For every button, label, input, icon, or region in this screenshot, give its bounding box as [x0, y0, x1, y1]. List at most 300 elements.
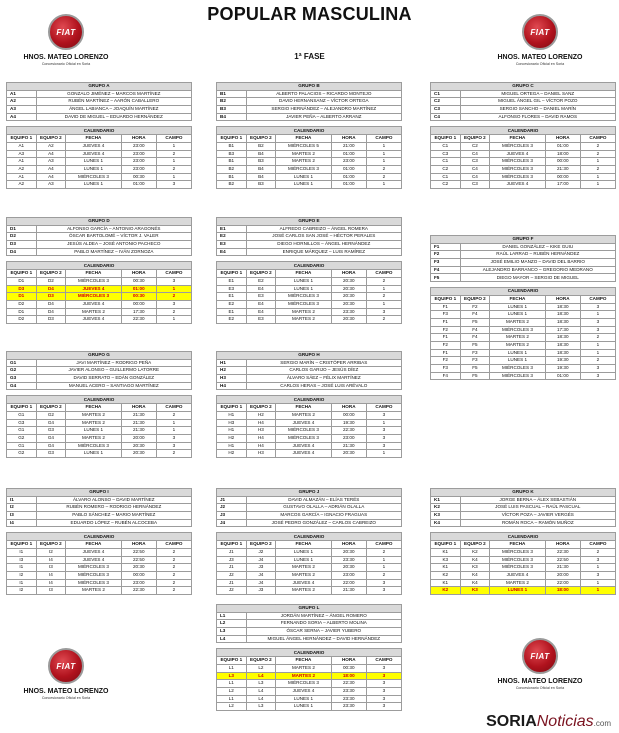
- match-date: MARTES 2: [490, 318, 546, 326]
- match-date: MIÉRCOLES 3: [66, 173, 122, 181]
- match-row: [431, 173, 616, 181]
- team-code: E3: [217, 241, 247, 249]
- col-header-equipo-2: EQUIPO 2: [246, 270, 276, 278]
- fiat-badge-icon: [522, 14, 558, 50]
- group-calendar-table: [6, 532, 192, 595]
- match-team-1: G1: [7, 427, 37, 435]
- match-date: LUNES 1: [66, 181, 122, 189]
- match-team-2: E2: [246, 277, 276, 285]
- match-time: 22:30: [121, 587, 156, 595]
- match-row: [217, 695, 402, 703]
- match-court: 2: [156, 564, 191, 572]
- col-header-hora: HORA: [121, 270, 156, 278]
- match-team-1: D1: [7, 308, 37, 316]
- match-team-2: B3: [246, 158, 276, 166]
- team-code: A4: [7, 113, 37, 121]
- match-team-2: C4: [460, 150, 490, 158]
- match-team-2: F4: [460, 334, 490, 342]
- match-time: 00:00: [545, 173, 580, 181]
- match-row: [217, 564, 402, 572]
- match-team-2: F5: [460, 341, 490, 349]
- match-team-2: C4: [460, 173, 490, 181]
- match-date: LUNES 1: [66, 158, 122, 166]
- match-team-2: L2: [246, 664, 276, 672]
- match-team-2: L4: [246, 672, 276, 680]
- team-code: K1: [431, 496, 461, 504]
- match-row: [217, 548, 402, 556]
- team-players: ALEJANDRO BARRANCO – GREGORIO MEDRANO: [460, 266, 615, 274]
- dealer-name: HNOS. MATEO LORENZO: [497, 678, 583, 685]
- team-code: D4: [7, 248, 37, 256]
- match-time: 23:00: [121, 150, 156, 158]
- team-players: JAVIER PEÑA – ALBERTO ARRANZ: [246, 113, 401, 121]
- match-team-2: G3: [36, 450, 66, 458]
- match-time: 20:30: [331, 293, 366, 301]
- team-row: [431, 106, 616, 114]
- match-date: MIÉRCOLES 3: [66, 442, 122, 450]
- calendar-header-row: [7, 541, 192, 549]
- team-players: JORGE BERNA – ÁLEX SEBASTIÁN: [460, 496, 615, 504]
- col-header-fecha: FECHA: [66, 135, 122, 143]
- dealer-logo: [480, 14, 600, 66]
- match-court: 3: [580, 556, 615, 564]
- dealer-name: HNOS. MATEO LORENZO: [23, 54, 109, 61]
- group-teams-table: [6, 488, 192, 527]
- col-header-campo: CAMPO: [580, 541, 615, 549]
- match-team-2: E3: [246, 293, 276, 301]
- team-row: [217, 113, 402, 121]
- team-players: SERGIO SANCHO – DANIEL MARÍN: [460, 106, 615, 114]
- match-date: MARTES 2: [276, 411, 332, 419]
- match-date: MIÉRCOLES 3: [66, 571, 122, 579]
- group-heading: GRUPO H: [217, 352, 402, 360]
- match-court: 2: [156, 571, 191, 579]
- team-code: L1: [217, 612, 247, 620]
- match-team-1: H3: [217, 419, 247, 427]
- match-row: [431, 318, 616, 326]
- match-time: 22:50: [545, 556, 580, 564]
- match-row: [7, 564, 192, 572]
- col-header-equipo-2: EQUIPO 2: [460, 295, 490, 303]
- match-time: 20:30: [331, 450, 366, 458]
- match-court: 2: [156, 308, 191, 316]
- match-court: 2: [580, 150, 615, 158]
- col-header-equipo-1: EQUIPO 1: [7, 541, 37, 549]
- match-row: [217, 316, 402, 324]
- col-header-campo: CAMPO: [366, 404, 401, 412]
- match-team-1: L2: [217, 687, 247, 695]
- match-court: 2: [156, 548, 191, 556]
- match-row: [431, 326, 616, 334]
- calendar-header-row: [7, 135, 192, 143]
- calendar-heading: CALENDARIO: [217, 127, 402, 135]
- match-team-1: E1: [217, 293, 247, 301]
- team-code: C3: [431, 106, 461, 114]
- match-time: 00:00: [545, 158, 580, 166]
- match-team-1: K1: [431, 548, 461, 556]
- match-court: 1: [366, 142, 401, 150]
- col-header-campo: CAMPO: [156, 270, 191, 278]
- match-date: LUNES 1: [490, 357, 546, 365]
- group-teams-table: [216, 488, 402, 527]
- match-row: [431, 311, 616, 319]
- match-team-1: L2: [217, 703, 247, 711]
- match-court: 1: [366, 564, 401, 572]
- match-time: 20:30: [121, 450, 156, 458]
- calendar-header-row: [217, 404, 402, 412]
- match-team-2: A4: [36, 150, 66, 158]
- match-team-1: J1: [217, 579, 247, 587]
- dealer-logo: [6, 14, 126, 66]
- match-team-1: C2: [431, 181, 461, 189]
- match-date: MIÉRCOLES 3: [490, 556, 546, 564]
- match-team-2: A4: [36, 165, 66, 173]
- match-date: MIÉRCOLES 5: [276, 142, 332, 150]
- match-court: 1: [156, 142, 191, 150]
- match-team-1: I2: [7, 571, 37, 579]
- team-code: G4: [7, 382, 37, 390]
- match-date: MIÉRCOLES 3: [490, 365, 546, 373]
- team-code: F3: [431, 259, 461, 267]
- group-teams-table: [6, 82, 192, 121]
- match-team-2: K4: [460, 556, 490, 564]
- match-time: 20:30: [121, 564, 156, 572]
- team-players: GUSTAVO OLALLA – ADRIÁN OLALLA: [246, 504, 401, 512]
- calendar-heading: CALENDARIO: [7, 396, 192, 404]
- team-code: A2: [7, 98, 37, 106]
- match-date: MIÉRCOLES 3: [490, 372, 546, 380]
- match-time: 20:30: [331, 285, 366, 293]
- team-players: JOSÉ CARLOS SAN JOSÉ – HÉCTOR PERALES: [246, 233, 401, 241]
- match-time: 01:00: [121, 181, 156, 189]
- footer-brand-a: SORIA: [486, 713, 537, 730]
- match-date: JUEVES 4: [276, 450, 332, 458]
- team-players: SERGIO HERNÁNDEZ – ALEJANDRO MARTÍNEZ: [246, 106, 401, 114]
- match-time: 01:00: [331, 173, 366, 181]
- match-team-2: I3: [36, 564, 66, 572]
- match-time: 21:30: [331, 587, 366, 595]
- team-players: SERGIO MARÍN – CRISTÓPER ARRIBAS: [246, 359, 401, 367]
- match-court: 1: [156, 427, 191, 435]
- match-team-1: F4: [431, 372, 461, 380]
- col-header-equipo-2: EQUIPO 2: [460, 135, 490, 143]
- match-time: 21:30: [121, 411, 156, 419]
- match-row: [217, 687, 402, 695]
- team-row: [7, 106, 192, 114]
- match-time: 21:30: [545, 165, 580, 173]
- match-court: 3: [366, 442, 401, 450]
- match-team-1: D2: [7, 316, 37, 324]
- match-team-2: F5: [460, 365, 490, 373]
- match-time: 01:00: [545, 372, 580, 380]
- match-court: 3: [156, 181, 191, 189]
- match-time: 01:00: [545, 142, 580, 150]
- match-row: [431, 571, 616, 579]
- match-team-2: H2: [246, 411, 276, 419]
- badge-text: FIAT: [56, 661, 76, 671]
- team-players: ÁNGEL LABIANCA – JOAQUÍN MARTÍNEZ: [36, 106, 191, 114]
- team-code: G2: [7, 367, 37, 375]
- match-team-2: I3: [36, 587, 66, 595]
- match-team-2: B4: [246, 165, 276, 173]
- match-team-1: H2: [217, 450, 247, 458]
- team-row: [431, 266, 616, 274]
- team-code: I4: [7, 519, 37, 527]
- col-header-equipo-1: EQUIPO 1: [7, 135, 37, 143]
- match-team-1: C1: [431, 142, 461, 150]
- team-players: EDUARDO LÓPEZ – RUBÉN ALCOCEBA: [36, 519, 191, 527]
- match-court: 3: [366, 579, 401, 587]
- match-time: 22:30: [331, 427, 366, 435]
- team-code: J2: [217, 504, 247, 512]
- match-team-2: K3: [460, 564, 490, 572]
- match-row: [217, 672, 402, 680]
- team-players: ALFREDO CABREIZO – ÁNGEL ROMERA: [246, 225, 401, 233]
- team-code: H4: [217, 382, 247, 390]
- col-header-hora: HORA: [331, 404, 366, 412]
- match-team-1: I2: [7, 587, 37, 595]
- match-court: 3: [580, 571, 615, 579]
- team-code: D2: [7, 233, 37, 241]
- match-court: 3: [580, 303, 615, 311]
- team-code: K3: [431, 512, 461, 520]
- group-calendar-table: [6, 126, 192, 189]
- match-team-1: B3: [217, 150, 247, 158]
- team-code: D1: [7, 225, 37, 233]
- calendar-header-row: [217, 657, 402, 665]
- col-header-hora: HORA: [545, 135, 580, 143]
- team-row: [7, 241, 192, 249]
- match-date: LUNES 1: [276, 277, 332, 285]
- match-court: 3: [366, 680, 401, 688]
- team-code: B1: [217, 90, 247, 98]
- match-team-2: E4: [246, 285, 276, 293]
- match-team-2: L3: [246, 703, 276, 711]
- team-players: RUBÉN MARTÍNEZ – AARÓN CABALLERO: [36, 98, 191, 106]
- team-row: [7, 367, 192, 375]
- match-row: [217, 419, 402, 427]
- match-team-2: B4: [246, 150, 276, 158]
- match-time: 23:00: [121, 158, 156, 166]
- match-team-1: F3: [431, 365, 461, 373]
- match-team-1: A1: [7, 158, 37, 166]
- team-row: [431, 519, 616, 527]
- match-time: 17:30: [121, 308, 156, 316]
- match-time: 00:30: [121, 173, 156, 181]
- col-header-campo: CAMPO: [366, 135, 401, 143]
- team-code: E1: [217, 225, 247, 233]
- team-row: [431, 504, 616, 512]
- calendar-heading: CALENDARIO: [217, 262, 402, 270]
- team-players: RAÚL LARRAD – RUBÉN HERNÁNDEZ: [460, 251, 615, 259]
- match-date: MARTES 2: [490, 341, 546, 349]
- match-date: JUEVES 4: [66, 548, 122, 556]
- team-code: B4: [217, 113, 247, 121]
- match-row: [431, 158, 616, 166]
- calendar-heading: CALENDARIO: [7, 262, 192, 270]
- match-court: 3: [366, 695, 401, 703]
- match-date: MARTES 2: [66, 411, 122, 419]
- match-date: LUNES 1: [276, 173, 332, 181]
- match-row: [217, 150, 402, 158]
- match-court: 1: [156, 158, 191, 166]
- match-row: [431, 165, 616, 173]
- group-calendar-table: [6, 261, 192, 324]
- match-team-1: G1: [7, 411, 37, 419]
- calendar-heading: CALENDARIO: [7, 533, 192, 541]
- match-team-2: F2: [460, 303, 490, 311]
- match-team-2: A2: [36, 142, 66, 150]
- team-code: H3: [217, 375, 247, 383]
- match-date: MARTES 2: [276, 158, 332, 166]
- team-players: RUBÉN ROMERO – RODRIGO HERNÁNDEZ: [36, 504, 191, 512]
- match-time: 01:00: [121, 285, 156, 293]
- match-team-2: I4: [36, 579, 66, 587]
- team-players: MIGUEL ÁNGEL HERNÁNDEZ – DAVID HERNÁNDEZ: [246, 635, 401, 643]
- group-heading: GRUPO K: [431, 489, 616, 497]
- match-court: 2: [580, 334, 615, 342]
- match-time: 20:30: [331, 316, 366, 324]
- col-header-equipo-1: EQUIPO 1: [7, 270, 37, 278]
- match-court: 3: [366, 434, 401, 442]
- match-team-1: D2: [7, 300, 37, 308]
- match-time: 21:30: [331, 442, 366, 450]
- group-calendar-table: [430, 287, 616, 380]
- match-time: 17:00: [545, 181, 580, 189]
- match-time: 19:30: [331, 419, 366, 427]
- calendar-header-row: [217, 541, 402, 549]
- match-court: 2: [366, 165, 401, 173]
- match-date: JUEVES 4: [66, 285, 122, 293]
- match-time: 00:00: [331, 411, 366, 419]
- team-row: [217, 90, 402, 98]
- match-date: MIÉRCOLES 3: [66, 293, 122, 301]
- match-team-1: B1: [217, 142, 247, 150]
- match-date: MIÉRCOLES 3: [276, 165, 332, 173]
- match-date: MARTES 2: [276, 308, 332, 316]
- match-time: 18:30: [545, 341, 580, 349]
- group-teams-table: [216, 217, 402, 256]
- calendar-header-row: [7, 270, 192, 278]
- match-team-2: L3: [246, 680, 276, 688]
- match-court: 1: [156, 419, 191, 427]
- team-players: JESÚS ALDEA – JOSÉ ANTONIO PACHECO: [36, 241, 191, 249]
- group-b-block: [216, 82, 402, 189]
- match-row: [217, 556, 402, 564]
- match-team-1: B2: [217, 165, 247, 173]
- match-time: 18:30: [545, 311, 580, 319]
- match-team-1: I3: [7, 556, 37, 564]
- group-heading: GRUPO J: [217, 489, 402, 497]
- match-time: 23:00: [331, 434, 366, 442]
- team-row: [431, 90, 616, 98]
- match-time: 18:00: [331, 672, 366, 680]
- match-time: 18:30: [545, 334, 580, 342]
- match-row: [7, 165, 192, 173]
- match-date: LUNES 1: [276, 556, 332, 564]
- match-team-1: B1: [217, 173, 247, 181]
- match-date: MARTES 2: [66, 587, 122, 595]
- match-team-1: K2: [431, 587, 461, 595]
- match-court: 3: [366, 672, 401, 680]
- match-time: 20:30: [331, 277, 366, 285]
- match-date: MARTES 2: [66, 434, 122, 442]
- team-players: MIGUEL ORTEGA – DANIEL SANZ: [460, 90, 615, 98]
- col-header-equipo-1: EQUIPO 1: [217, 404, 247, 412]
- match-court: 3: [580, 372, 615, 380]
- col-header-hora: HORA: [121, 541, 156, 549]
- match-time: 22:30: [121, 316, 156, 324]
- match-team-1: K1: [431, 579, 461, 587]
- match-team-1: D1: [7, 293, 37, 301]
- match-team-1: A2: [7, 181, 37, 189]
- match-row: [431, 357, 616, 365]
- team-players: MANUEL ACERO – SANTIAGO MARTÍNEZ: [36, 382, 191, 390]
- match-team-2: C2: [460, 142, 490, 150]
- match-row: [217, 165, 402, 173]
- match-row: [7, 293, 192, 301]
- match-team-1: H1: [217, 442, 247, 450]
- team-code: C2: [431, 98, 461, 106]
- match-court: 2: [156, 579, 191, 587]
- group-calendar-table: [430, 532, 616, 595]
- match-date: MIÉRCOLES 3: [276, 434, 332, 442]
- match-row: [217, 411, 402, 419]
- team-row: [217, 241, 402, 249]
- team-row: [217, 504, 402, 512]
- match-team-1: C3: [431, 150, 461, 158]
- match-row: [7, 316, 192, 324]
- match-court: 1: [580, 181, 615, 189]
- group-teams-table: [216, 604, 402, 643]
- match-team-2: E3: [246, 316, 276, 324]
- team-code: G1: [7, 359, 37, 367]
- match-team-1: L1: [217, 695, 247, 703]
- match-row: [7, 300, 192, 308]
- group-h-block: [216, 351, 402, 458]
- match-court: 3: [580, 365, 615, 373]
- match-time: 19:30: [545, 357, 580, 365]
- match-time: 20:00: [545, 571, 580, 579]
- team-code: F5: [431, 274, 461, 282]
- match-row: [7, 308, 192, 316]
- team-players: PABLO MARTÍNEZ – IVÁN ZORNOZA: [36, 248, 191, 256]
- match-team-2: G4: [36, 442, 66, 450]
- match-row: [431, 349, 616, 357]
- team-row: [217, 233, 402, 241]
- calendar-heading: CALENDARIO: [217, 649, 402, 657]
- match-date: MARTES 2: [490, 579, 546, 587]
- team-row: [7, 113, 192, 121]
- col-header-hora: HORA: [121, 135, 156, 143]
- calendar-header-row: [217, 270, 402, 278]
- match-date: LUNES 1: [66, 427, 122, 435]
- match-court: 1: [580, 341, 615, 349]
- match-date: JUEVES 4: [490, 571, 546, 579]
- team-row: [7, 519, 192, 527]
- group-calendar-table: [216, 261, 402, 324]
- team-code: B3: [217, 106, 247, 114]
- match-date: MIÉRCOLES 3: [66, 564, 122, 572]
- col-header-equipo-1: EQUIPO 1: [7, 404, 37, 412]
- calendar-heading: CALENDARIO: [217, 396, 402, 404]
- match-team-1: J1: [217, 548, 247, 556]
- team-code: C1: [431, 90, 461, 98]
- match-team-2: B2: [246, 142, 276, 150]
- match-date: JUEVES 4: [66, 150, 122, 158]
- team-players: MARCOS GARCÍA – IGNACIO FRAGUAS: [246, 512, 401, 520]
- match-date: MIÉRCOLES 3: [490, 142, 546, 150]
